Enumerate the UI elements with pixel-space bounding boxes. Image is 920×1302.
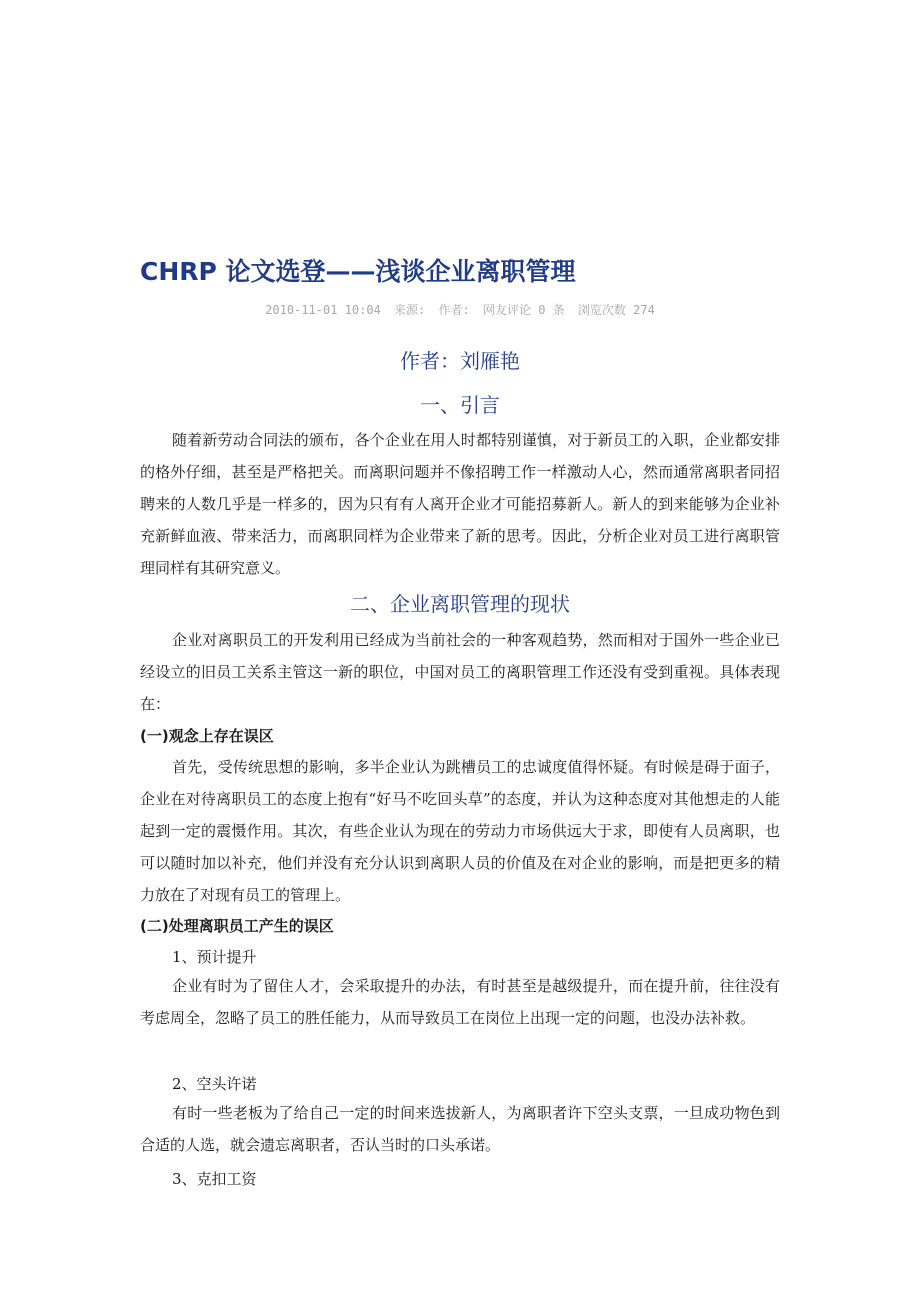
- meta-datetime: 2010-11-01 10:04: [265, 303, 381, 317]
- list-item-label: 3、克扣工资: [172, 1170, 257, 1188]
- meta-comments: 网友评论 0 条: [482, 303, 565, 317]
- misconception-paragraph: 首先，受传统思想的影响，多半企业认为跳槽员工的忠诚度值得怀疑。有时候是碍于面子，企业在对待离职员工的态度上抱有“好马不吃回头草”的态度，并认为这种态度对其他想走的人能起到一定的震慑作用。其次，有些企业认为现在的劳动力市场供远大于求，即使有人员离职，也可以随时加以补充，他们并没有充分认识到离职人员的价值及在对企业的影响，而是把更多的精力放在了对现有员工的管理上。: [140, 758, 780, 904]
- meta-author: 作者:: [438, 303, 470, 317]
- list-item-paragraph: 有时一些老板为了给自己一定的时间来选拔新人，为离职者许下空头支票，一旦成功物色到合适的人选，就会遗忘离职者，否认当时的口头承诺。: [140, 1104, 780, 1154]
- list-item-label: 1、预计提升: [172, 948, 257, 966]
- article-title: CHRP 论文选登——浅谈企业离职管理: [140, 257, 576, 286]
- list-item-paragraph: 企业有时为了留住人才，会采取提升的办法，有时甚至是越级提升，而在提升前，往往没有考虑周全，忽略了员工的胜任能力，从而导致员工在岗位上出现一定的问题，也没办法补救。: [140, 977, 780, 1027]
- meta-source: 来源:: [394, 303, 426, 317]
- list-item-label: 2、空头许诺: [172, 1075, 257, 1093]
- section-heading-status: 二、企业离职管理的现状: [350, 592, 570, 616]
- subheading-misconception: (一)观念上存在误区: [140, 727, 274, 745]
- subheading-handling: (二)处理离职员工产生的误区: [140, 917, 334, 935]
- section-heading-intro: 一、引言: [420, 393, 500, 417]
- meta-views: 浏览次数 274: [577, 303, 655, 317]
- status-intro-paragraph: 企业对离职员工的开发利用已经成为当前社会的一种客观趋势，然而相对于国外一些企业已经设立的旧员工关系主管这一新的职位，中国对员工的离职管理工作还没有受到重视。具体表现在：: [140, 631, 780, 713]
- author-line: 作者：刘雁艳: [400, 349, 520, 373]
- intro-paragraph: 随着新劳动合同法的颁布，各个企业在用人时都特别谨慎，对于新员工的入职，企业都安排的格外仔细，甚至是严格把关。而离职问题并不像招聘工作一样激动人心，然而通常离职者同招聘来的人数几乎是一样多的，因为只有有人离开企业才可能招募新人。新人的到来能够为企业补充新鲜血液、带来活力，而离职同样为企业带来了新的思考。因此，分析企业对员工进行离职管理同样有其研究意义。: [140, 431, 780, 577]
- article-meta: [140, 301, 780, 318]
